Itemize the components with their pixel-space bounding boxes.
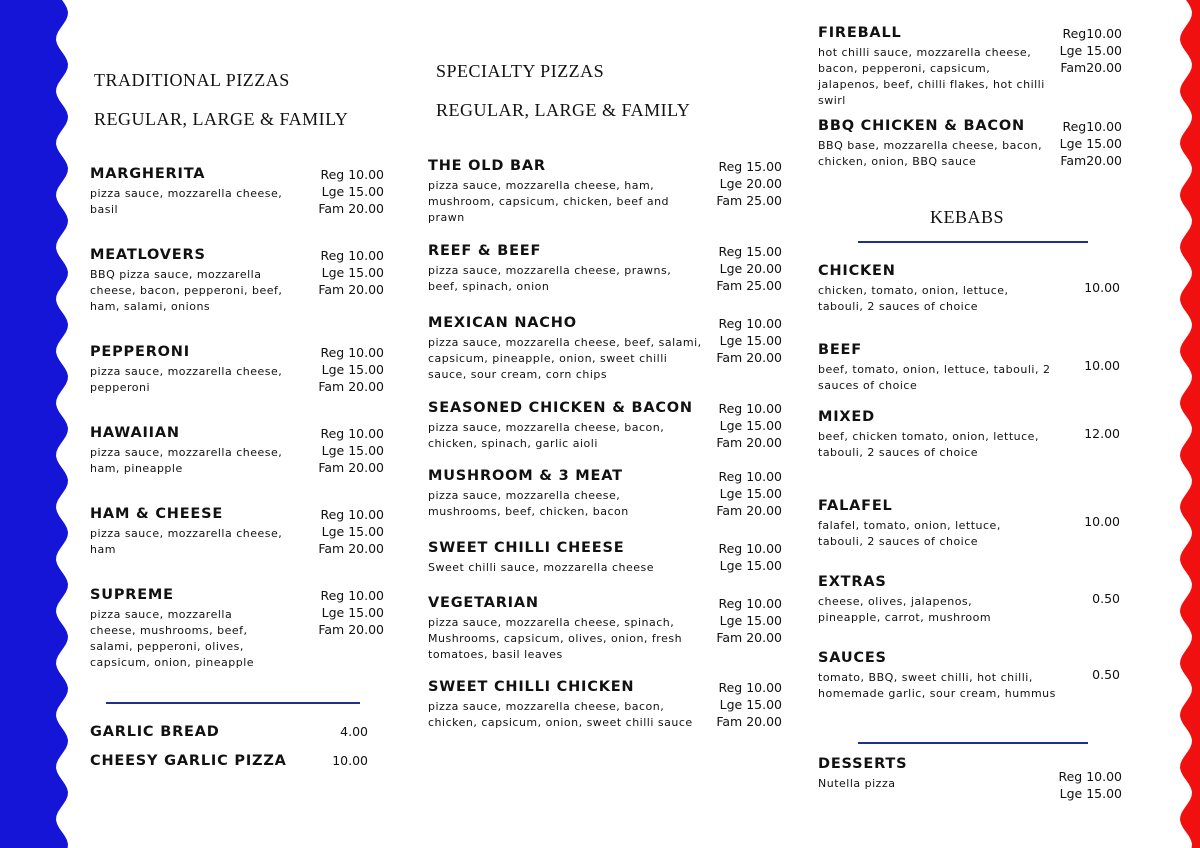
price-regular: Reg 10.00 [320,588,384,603]
red-wavy-stripe [1120,0,1200,848]
price-family: Fam20.00 [1060,60,1122,75]
item-name: REEF & BEEF [428,243,542,259]
price-large: Lge 15.00 [719,418,782,433]
price-family: Fam 20.00 [716,630,782,645]
price-large: Lge 20.00 [719,261,782,276]
item-prices [716,679,782,730]
price-family: Fam 20.00 [318,541,384,556]
menu-item [90,724,390,740]
price-family: Fam 20.00 [716,503,782,518]
menu-item [818,263,1128,315]
item-name: MUSHROOM & 3 MEAT [428,468,623,484]
item-name: DESSERTS [818,756,908,772]
item-name: HAWAIIAN [90,425,180,441]
price-regular: Reg 10.00 [320,167,384,182]
item-name: MIXED [818,409,875,425]
price-family: Fam 25.00 [716,193,782,208]
item-price: 0.50 [1092,667,1120,682]
menu-item [428,468,790,520]
item-description: chicken, tomato, onion, lettuce, tabouli, 2 sauces of choice [818,284,1009,313]
price-large: Lge 15.00 [719,558,782,573]
item-price: 10.00 [1084,358,1120,373]
menu-item [428,315,790,383]
section-divider [106,702,360,704]
item-description: pizza sauce, mozzarella cheese, bacon, chicken, capsicum, onion, sweet chilli sauce [428,700,693,729]
item-price: 4.00 [340,724,368,739]
price-regular: Reg 10.00 [320,345,384,360]
item-price: 0.50 [1092,591,1120,606]
item-prices [718,540,782,574]
price-regular: Reg 10.00 [718,469,782,484]
item-description: pizza sauce, mozzarella cheese, mushrooms, beef, salami, pepperoni, olives, capsicum, onion, pineapple [90,608,255,669]
price-large: Lge 15.00 [321,184,384,199]
item-description: pizza sauce, mozzarella cheese, ham [90,527,283,556]
item-name: BEEF [818,342,862,358]
price-large: Lge 15.00 [321,443,384,458]
menu-item [818,118,1128,170]
price-regular: Reg 10.00 [718,541,782,556]
menu-item [428,679,790,731]
item-description: falafel, tomato, onion, lettuce, tabouli, 2 sauces of choice [818,519,1001,548]
price-regular: Reg10.00 [1062,119,1122,134]
item-price: 10.00 [1084,514,1120,529]
item-prices [716,595,782,646]
item-description: pizza sauce, mozzarella cheese, mushrooms, beef, chicken, bacon [428,489,629,518]
price-large: Lge 15.00 [321,524,384,539]
item-description: hot chilli sauce, mozzarella cheese, bacon, pepperoni, capsicum, jalapenos, beef, chilli flakes, hot chilli swirl [818,46,1045,107]
item-name: CHEESY GARLIC PIZZA [90,753,287,769]
menu-item [428,400,790,452]
item-description: beef, tomato, onion, lettuce, tabouli, 2 sauces of choice [818,363,1051,392]
price-family: Fam 20.00 [318,622,384,637]
price-large: Lge 15.00 [719,333,782,348]
item-description: pizza sauce, mozzarella cheese, bacon, chicken, spinach, garlic aioli [428,421,665,450]
item-name: HAM & CHEESE [90,506,224,522]
menu-item [428,540,790,576]
price-family: Fam 20.00 [318,460,384,475]
item-name: VEGETARIAN [428,595,539,611]
price-large: Lge 15.00 [1059,786,1122,801]
price-family: Fam20.00 [1060,153,1122,168]
item-name: BBQ CHICKEN & BACON [818,118,1025,134]
price-family: Fam 20.00 [716,350,782,365]
price-regular: Reg 10.00 [320,248,384,263]
menu-item [818,25,1128,109]
price-family: Fam 20.00 [318,379,384,394]
price-regular: Reg 10.00 [718,680,782,695]
item-description: pizza sauce, mozzarella cheese, beef, salami, capsicum, pineapple, onion, sweet chilli sauce, sour cream, corn chips [428,336,702,381]
item-description: pizza sauce, mozzarella cheese, basil [90,187,283,216]
price-regular: Reg 15.00 [718,159,782,174]
item-name: MEATLOVERS [90,247,206,263]
price-regular: Reg 15.00 [718,244,782,259]
price-regular: Reg 10.00 [718,401,782,416]
price-family: Fam 20.00 [318,201,384,216]
item-prices [1060,25,1122,76]
price-large: Lge 15.00 [719,613,782,628]
menu-item [90,344,390,396]
item-description: pizza sauce, mozzarella cheese, spinach, Mushrooms, capsicum, olives, onion, fresh tomatoes, basil leaves [428,616,683,661]
menu-item [90,247,390,315]
item-description: Nutella pizza [818,777,896,790]
price-regular: Reg 10.00 [718,316,782,331]
menu-item [818,574,1128,626]
section-divider [858,241,1088,243]
traditional-title: TRADITIONAL PIZZAS [94,70,290,90]
item-name: EXTRAS [818,574,887,590]
menu-item [428,595,790,663]
item-name: SUPREME [90,587,174,603]
item-prices [318,344,384,395]
item-prices [318,425,384,476]
item-name: SWEET CHILLI CHICKEN [428,679,635,695]
item-name: MARGHERITA [90,166,206,182]
item-description: pizza sauce, mozzarella cheese, pepperoni [90,365,283,394]
price-regular: Reg 10.00 [718,596,782,611]
menu-item [90,753,390,769]
price-regular: Reg 10.00 [1058,769,1122,784]
item-description: BBQ pizza sauce, mozzarella cheese, bacon, pepperoni, beef, ham, salami, onions [90,268,283,313]
section-divider [858,742,1088,744]
item-prices [318,506,384,557]
item-prices [1060,118,1122,169]
item-name: SWEET CHILLI CHEESE [428,540,625,556]
item-prices [716,468,782,519]
item-prices [716,400,782,451]
price-regular: Reg10.00 [1062,26,1122,41]
menu-item [818,498,1128,550]
menu-item [428,243,790,295]
item-prices [716,315,782,366]
item-prices [318,247,384,298]
item-price: 10.00 [1084,280,1120,295]
item-name: SEASONED CHICKEN & BACON [428,400,693,416]
item-name: GARLIC BREAD [90,724,220,740]
item-name: FALAFEL [818,498,893,514]
item-description: beef, chicken tomato, onion, lettuce, tabouli, 2 sauces of choice [818,430,1039,459]
price-large: Lge 15.00 [719,486,782,501]
item-name: THE OLD BAR [428,158,546,174]
price-large: Lge 15.00 [321,265,384,280]
price-large: Lge 20.00 [719,176,782,191]
price-regular: Reg 10.00 [320,426,384,441]
item-prices [318,166,384,217]
item-name: PEPPERONI [90,344,190,360]
item-prices [716,158,782,209]
price-family: Fam 20.00 [318,282,384,297]
specialty-title: SPECIALTY PIZZAS [436,61,605,81]
item-price: 10.00 [332,753,368,768]
traditional-subtitle: REGULAR, LARGE & FAMILY [94,109,349,129]
menu-item [90,425,390,477]
price-large: Lge 15.00 [321,362,384,377]
item-description: pizza sauce, mozzarella cheese, ham, pineapple [90,446,283,475]
menu-item [90,166,390,218]
price-large: Lge 15.00 [719,697,782,712]
item-description: cheese, olives, jalapenos, pineapple, carrot, mushroom [818,595,992,624]
menu-item [818,409,1128,461]
price-family: Fam 25.00 [716,278,782,293]
price-large: Lge 15.00 [321,605,384,620]
menu-item [818,650,1128,702]
item-description: Sweet chilli sauce, mozzarella cheese [428,561,655,574]
menu-item [818,342,1128,394]
item-price: 12.00 [1084,426,1120,441]
menu-item [818,756,1128,801]
item-name: FIREBALL [818,25,902,41]
price-large: Lge 15.00 [1059,43,1122,58]
menu-item [90,506,390,558]
item-name: MEXICAN NACHO [428,315,577,331]
item-prices [318,587,384,638]
item-prices [716,243,782,294]
price-family: Fam 20.00 [716,714,782,729]
menu-item [428,158,790,226]
price-large: Lge 15.00 [1059,136,1122,151]
item-description: pizza sauce, mozzarella cheese, prawns, beef, spinach, onion [428,264,672,293]
blue-wavy-stripe [0,0,80,848]
item-name: CHICKEN [818,263,896,279]
item-description: tomato, BBQ, sweet chilli, hot chilli, homemade garlic, sour cream, hummus [818,671,1056,700]
menu-item [90,587,390,671]
price-regular: Reg 10.00 [320,507,384,522]
item-description: BBQ base, mozzarella cheese, bacon, chicken, onion, BBQ sauce [818,139,1043,168]
specialty-subtitle: REGULAR, LARGE & FAMILY [436,100,691,120]
item-description: pizza sauce, mozzarella cheese, ham, mushroom, capsicum, chicken, beef and prawn [428,179,670,224]
item-prices [1058,768,1122,802]
price-family: Fam 20.00 [716,435,782,450]
kebabs-title: KEBABS [930,207,1005,227]
item-name: SAUCES [818,650,887,666]
